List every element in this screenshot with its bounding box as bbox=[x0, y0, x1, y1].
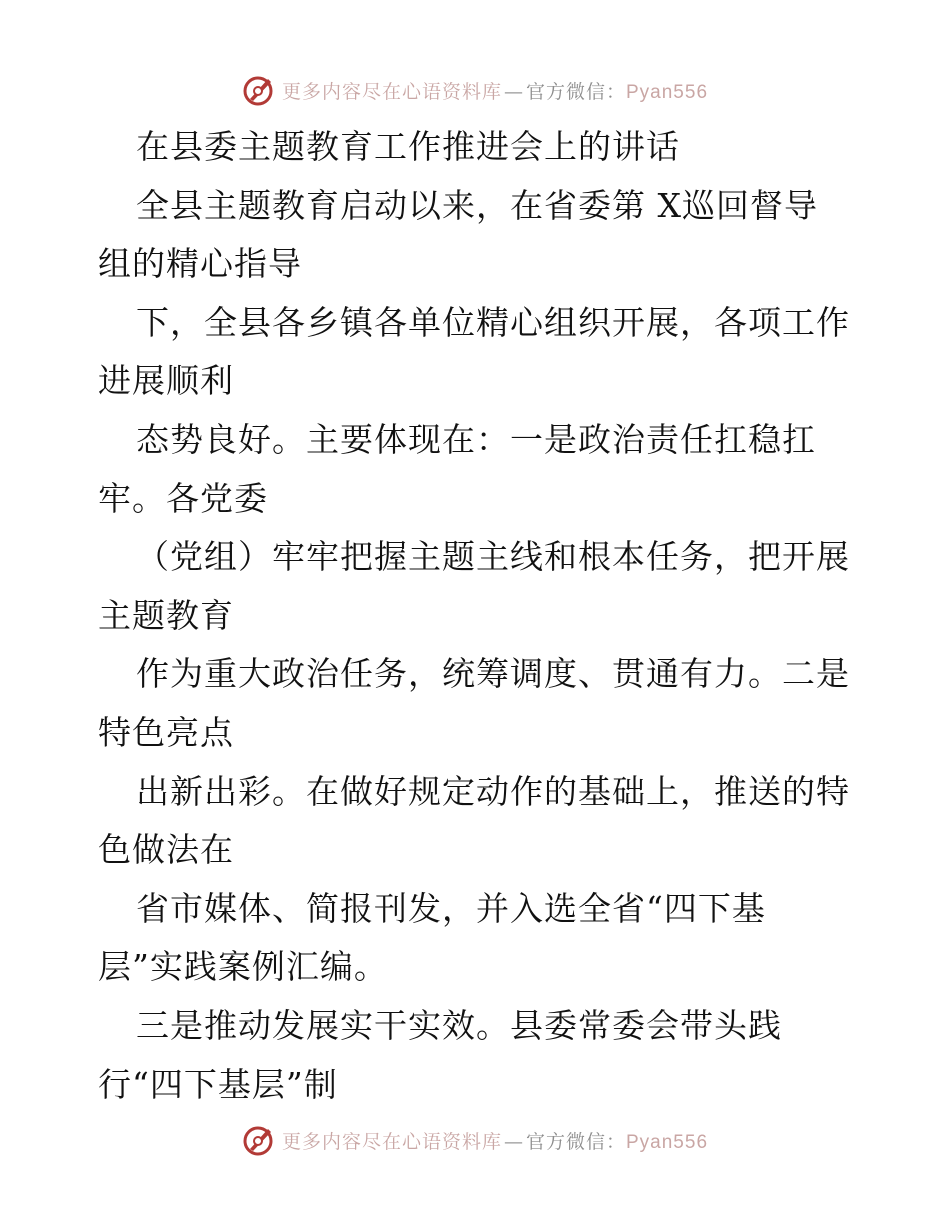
text-line: 牢。各党委 bbox=[98, 478, 268, 518]
text-line: 色做法在 bbox=[98, 830, 234, 870]
document-body bbox=[98, 118, 858, 1114]
text-line: （党组）牢牢把握主题主线和根本任务，把开展 bbox=[136, 537, 850, 577]
watermark-text: 更多内容尽在心语资料库 — 官方微信：Pyan556 bbox=[281, 1130, 709, 1153]
watermark-header bbox=[0, 70, 950, 110]
text-line: 主题教育 bbox=[98, 595, 234, 635]
text-line: 层”实践案例汇编。 bbox=[98, 947, 388, 987]
text-line: 进展顺利 bbox=[98, 361, 234, 401]
text-line: 作为重大政治任务，统筹调度、贯通有力。二是 bbox=[136, 654, 850, 694]
text-line: 特色亮点 bbox=[98, 712, 234, 752]
text-line: 全县主题教育启动以来，在省委第 X巡回督导 bbox=[136, 185, 818, 225]
text-line: 出新出彩。在做好规定动作的基础上，推送的特 bbox=[136, 771, 850, 811]
text-line: 下，全县各乡镇各单位精心组织开展，各项工作 bbox=[136, 302, 850, 342]
text-line: 组的精心指导 bbox=[98, 244, 302, 284]
text-line: 省市媒体、简报刊发，并入选全省“四下基 bbox=[136, 888, 766, 928]
text-line: 三是推动发展实干实效。县委常委会带头践 bbox=[136, 1005, 782, 1045]
document-title: 在县委主题教育工作推进会上的讲话 bbox=[136, 127, 680, 166]
text-line: 行“四下基层”制 bbox=[98, 1064, 338, 1104]
quill-logo-icon bbox=[242, 1123, 276, 1157]
text-line: 态势良好。主要体现在：一是政治责任扛稳扛 bbox=[136, 419, 816, 459]
watermark-text: 更多内容尽在心语资料库 — 官方微信：Pyan556 bbox=[281, 80, 709, 103]
quill-logo-icon bbox=[242, 73, 276, 107]
watermark-footer bbox=[0, 1120, 950, 1160]
